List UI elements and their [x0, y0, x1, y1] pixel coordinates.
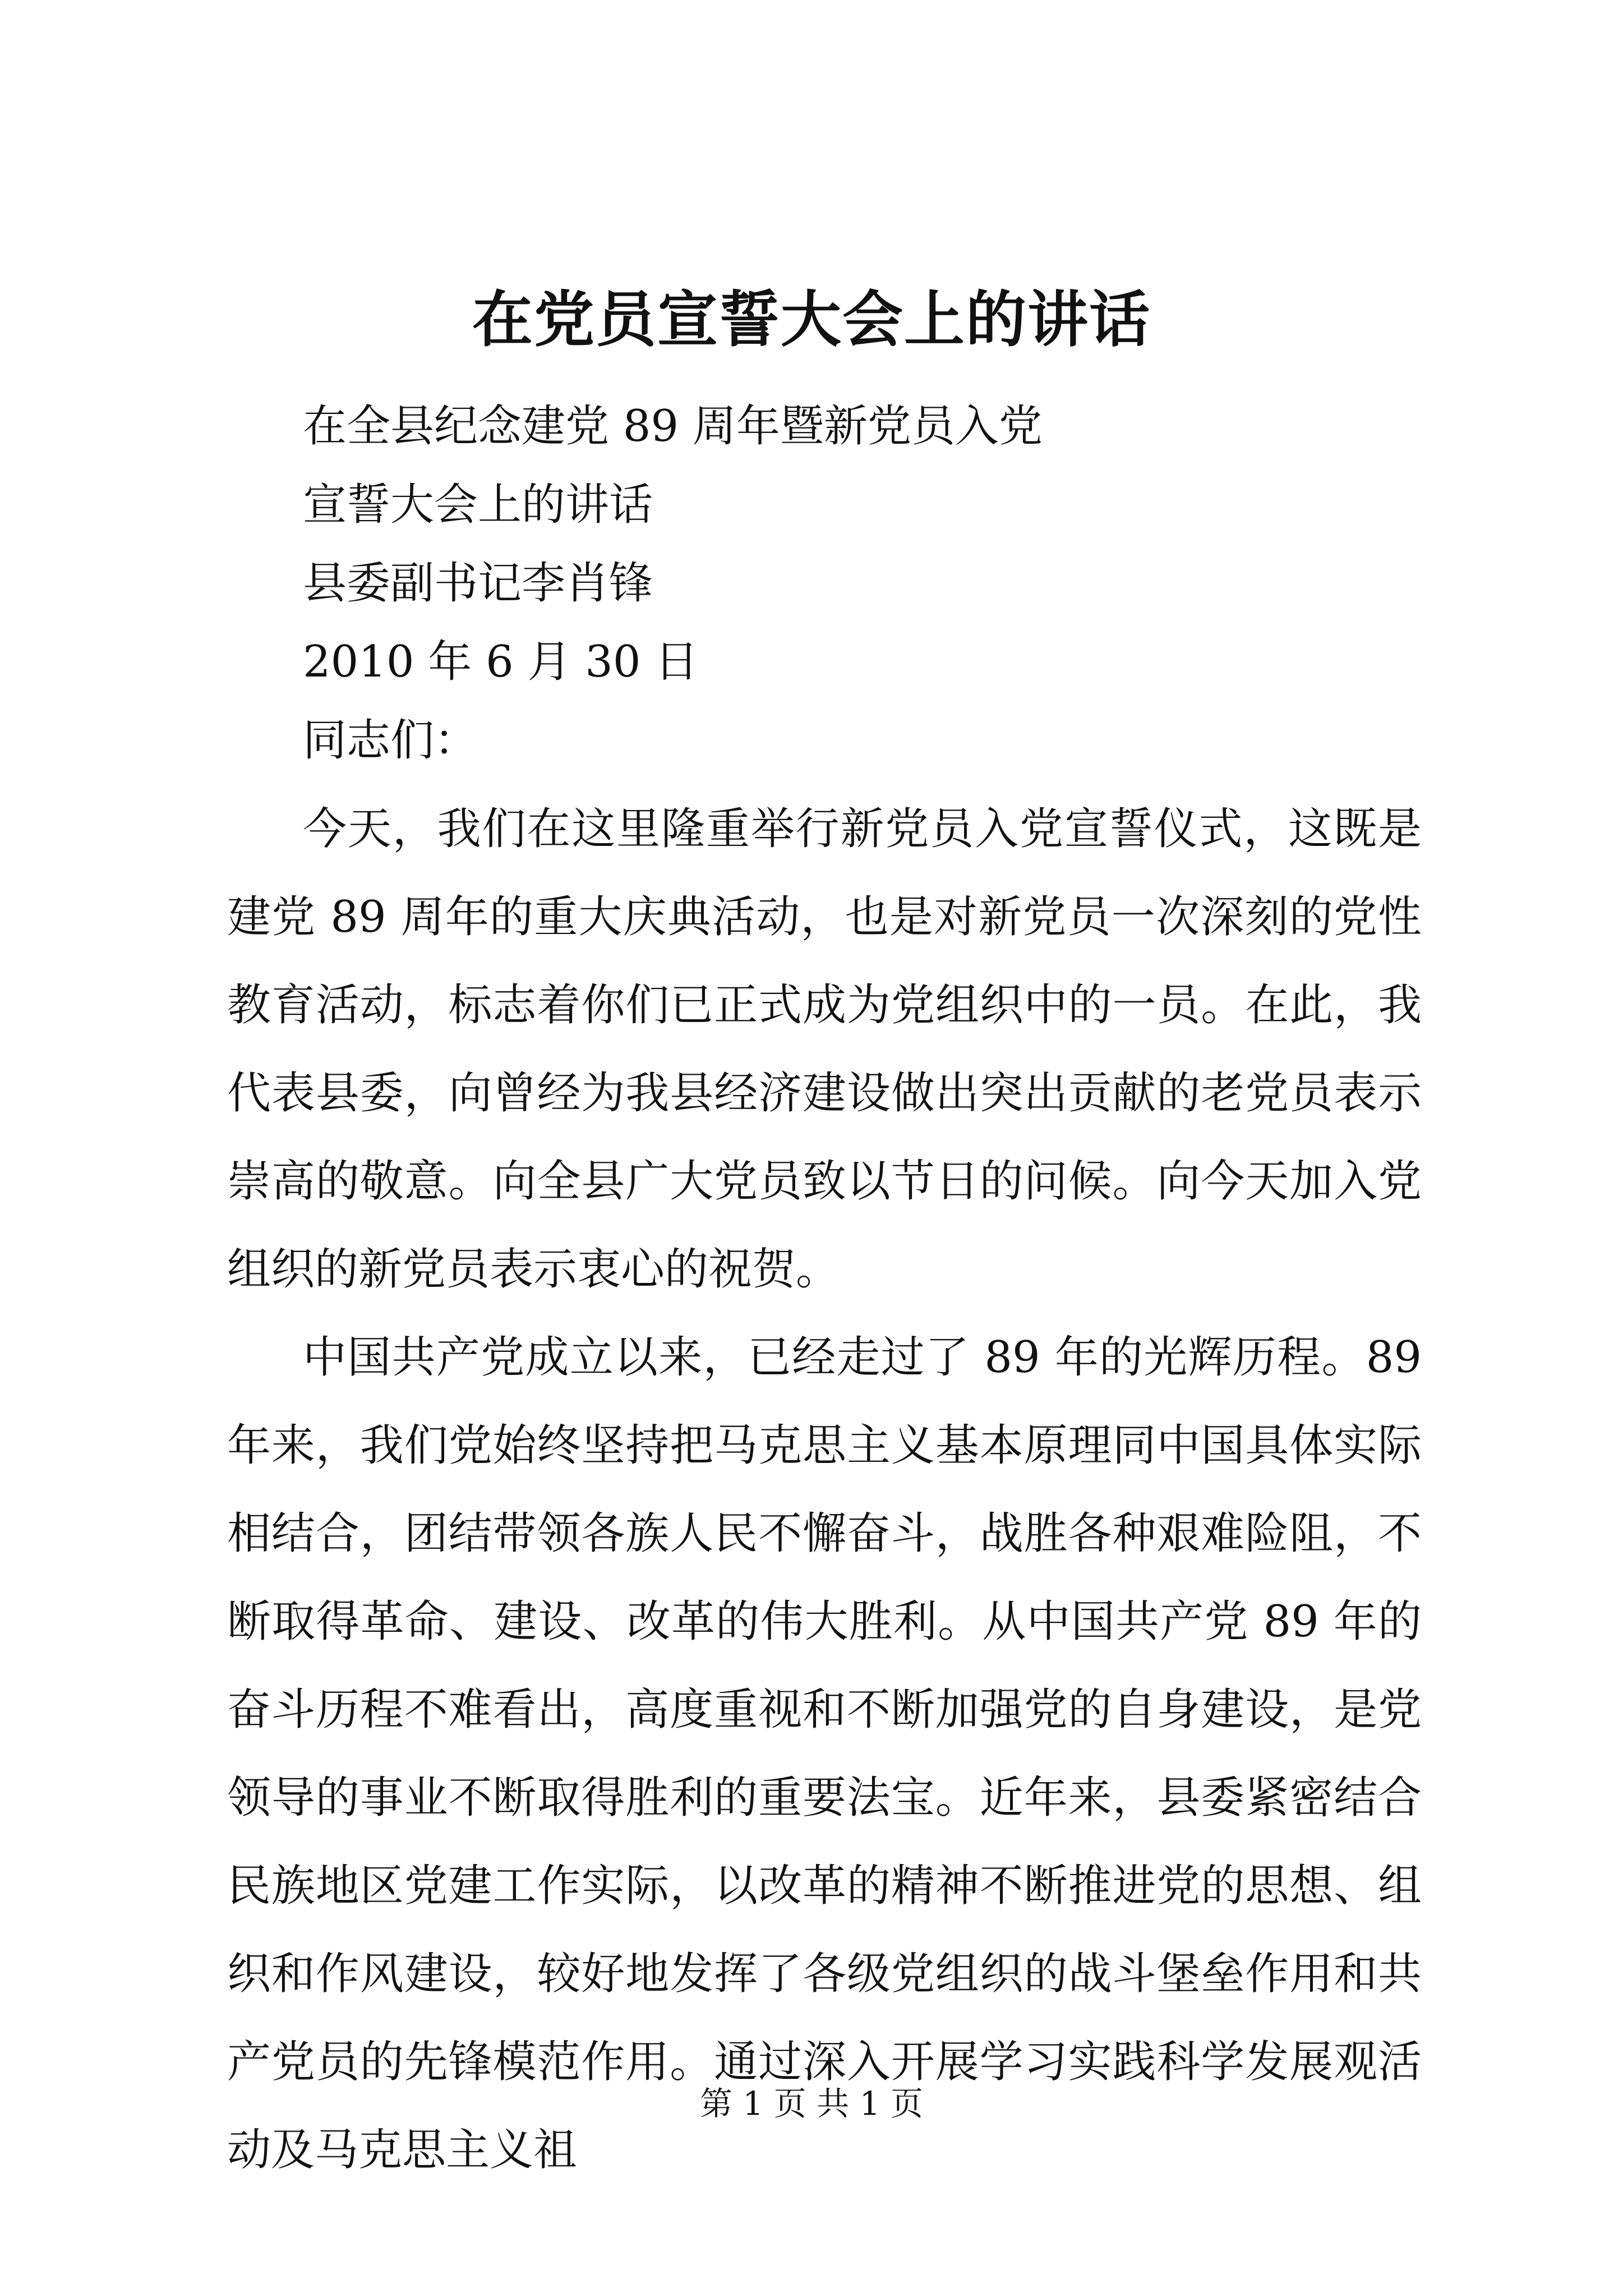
subtitle-line-1: 在全县纪念建党 89 周年暨新党员入党 [303, 401, 1043, 452]
date-line: 2010 年 6 月 30 日 [303, 637, 699, 687]
subtitle-line-2: 宣誓大会上的讲话 [303, 480, 653, 530]
page-number-footer: 第 1 页 共 1 页 [700, 2085, 923, 2123]
salutation-line: 同志们： [303, 715, 478, 766]
paragraph-1: 今天，我们在这里隆重举行新党员入党宣誓仪式，这既是建党 89 周年的重大庆典活动，也是对新党员一次深刻的党性教育活动，标志着你们已正式成为党组织中的一员。在此，我代表县委，向曾经为我县经济建设做出突出贡献的老党员表示崇高的敬意。向全县广大党员致以节日的问候。向今天加入党组织的新党员表示衷心的祝贺。 [227, 804, 1422, 1295]
page-title: 在党员宣誓大会上的讲话 [472, 284, 1151, 355]
speech-body [227, 785, 1422, 2194]
author-line: 县委副书记李肖锋 [303, 558, 653, 609]
paragraph-2: 中国共产党成立以来，已经走过了 89 年的光辉历程。89 年来，我们党始终坚持把马克思主义基本原理同中国具体实际相结合，团结带领各族人民不懈奋斗，战胜各种艰难险阻，不断取得革命、建设、改革的伟大胜利。从中国共产党 89 年的奋斗历程不难看出，高度重视和不断加强党的自身建设，是党领导的事业不断取得胜利的重要法宝。近年来，县委紧密结合民族地区党建工作实际，以改革的精神不断推进党的思想、组织和作风建设，较好地发挥了各级党组织的战斗堡垒作用和共产党员的先锋模范作用。通过深入开展学习实践科学发展观活动及马克思主义祖 [227, 1332, 1422, 2175]
